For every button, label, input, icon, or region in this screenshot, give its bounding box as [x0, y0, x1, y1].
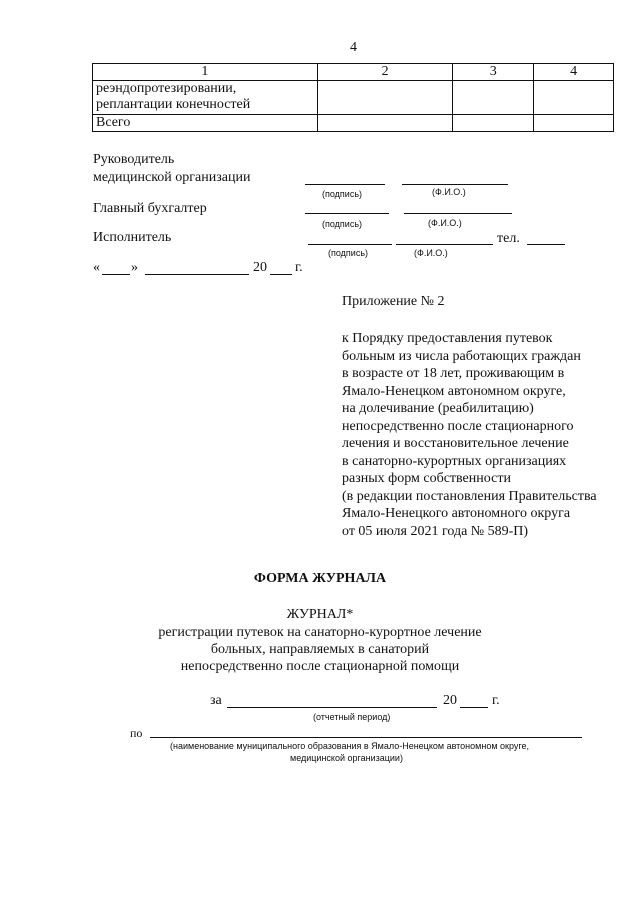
appendix-text: [342, 330, 597, 540]
executor-signature-caption: (подпись): [328, 248, 369, 258]
by-caption-line2: медицинской организации): [290, 753, 403, 763]
table-row-total: [93, 115, 614, 132]
head-name-line: [402, 184, 508, 185]
accountant-label: Главный бухгалтер: [93, 201, 207, 216]
table-header-cell: 2: [317, 64, 453, 81]
journal-title: ЖУРНАЛ*: [286, 607, 354, 622]
appendix-title: Приложение № 2: [342, 294, 445, 309]
period-year-line: [460, 707, 488, 708]
phone-line: [527, 244, 565, 245]
journal-subtitle-line: непосредственно после стационарной помощи: [180, 659, 460, 674]
executor-name-caption: (Ф.И.О.): [414, 248, 448, 258]
continuation-table: [92, 63, 614, 132]
table-cell-label: [93, 81, 318, 115]
date-year-prefix: 20: [253, 260, 267, 275]
table-cell: [317, 81, 453, 115]
journal-subtitle-line: больных, направляемых в санаторий: [210, 642, 430, 657]
period-year: 20: [443, 693, 457, 708]
table-cell: [453, 115, 534, 132]
head-label-line1: Руководитель: [93, 152, 175, 167]
appendix-line: в санаторно-курортных организациях: [342, 453, 567, 469]
appendix-line: непосредственно после стационарного: [342, 418, 574, 434]
date-year-line: [270, 274, 292, 275]
period-line: [227, 707, 437, 708]
head-signature-line: [305, 184, 385, 185]
appendix-line: лечения и восстановительное лечение: [342, 436, 569, 451]
appendix-line: от 05 июля 2021 года № 589-П): [342, 523, 529, 539]
table-header-cell: 1: [93, 64, 318, 81]
appendix-line: Ямало-Ненецкого автономного округа: [342, 506, 571, 521]
appendix-line: разных форм собственности: [342, 471, 511, 486]
appendix-line: в возрасте от 18 лет, проживающим в: [342, 366, 565, 381]
table-cell: [317, 115, 453, 132]
table-cell-label: Всего: [93, 115, 318, 132]
table-header-cell: 3: [453, 64, 534, 81]
appendix-line: Ямало-Ненецком автономном округе,: [342, 383, 566, 399]
table-header-row: [93, 64, 614, 81]
period-caption: (отчетный период): [313, 712, 391, 722]
by-line: [150, 737, 582, 738]
row-label-line: реэндопротезировании,: [96, 81, 237, 96]
table-row: [93, 81, 614, 115]
date-close-quote: »: [131, 260, 138, 275]
table-cell: [453, 81, 534, 115]
head-signature-caption: (подпись): [322, 189, 363, 199]
phone-label: тел.: [497, 231, 520, 246]
head-label-line2: медицинской организации: [93, 170, 251, 185]
date-day-line: [102, 274, 130, 275]
executor-name-line: [396, 244, 493, 245]
date-year-suffix: г.: [295, 260, 303, 275]
by-caption-line1: (наименование муниципального образования в Ямало-Ненецком автономном округе,: [170, 741, 529, 751]
appendix-line: к Порядку предоставления путевок: [342, 331, 553, 346]
executor-label: Исполнитель: [93, 230, 172, 245]
table-cell: [534, 81, 614, 115]
date-month-line: [145, 274, 249, 275]
date-open-quote: «: [93, 260, 100, 275]
period-suffix: г.: [492, 693, 500, 708]
accountant-signature-caption: (подпись): [322, 219, 363, 229]
journal-subtitle-line: регистрации путевок на санаторно-курортное лечение: [158, 625, 482, 640]
head-name-caption: (Ф.И.О.): [432, 187, 466, 197]
appendix-line: (в редакции постановления Правительства: [342, 488, 597, 504]
accountant-name-caption: (Ф.И.О.): [428, 218, 462, 228]
table-header-cell: 4: [534, 64, 614, 81]
appendix-line: больным из числа работающих граждан: [342, 348, 581, 364]
appendix-line: на долечивание (реабилитацию): [342, 401, 534, 416]
accountant-name-line: [404, 213, 512, 214]
form-heading: ФОРМА ЖУРНАЛА: [253, 571, 387, 586]
row-label-line: реплантации конечностей: [96, 97, 251, 112]
executor-signature-line: [308, 244, 392, 245]
page-number: 4: [350, 40, 357, 55]
period-prefix: за: [210, 693, 222, 708]
table-cell: [534, 115, 614, 132]
accountant-signature-line: [305, 213, 389, 214]
by-prefix: по: [130, 726, 143, 740]
